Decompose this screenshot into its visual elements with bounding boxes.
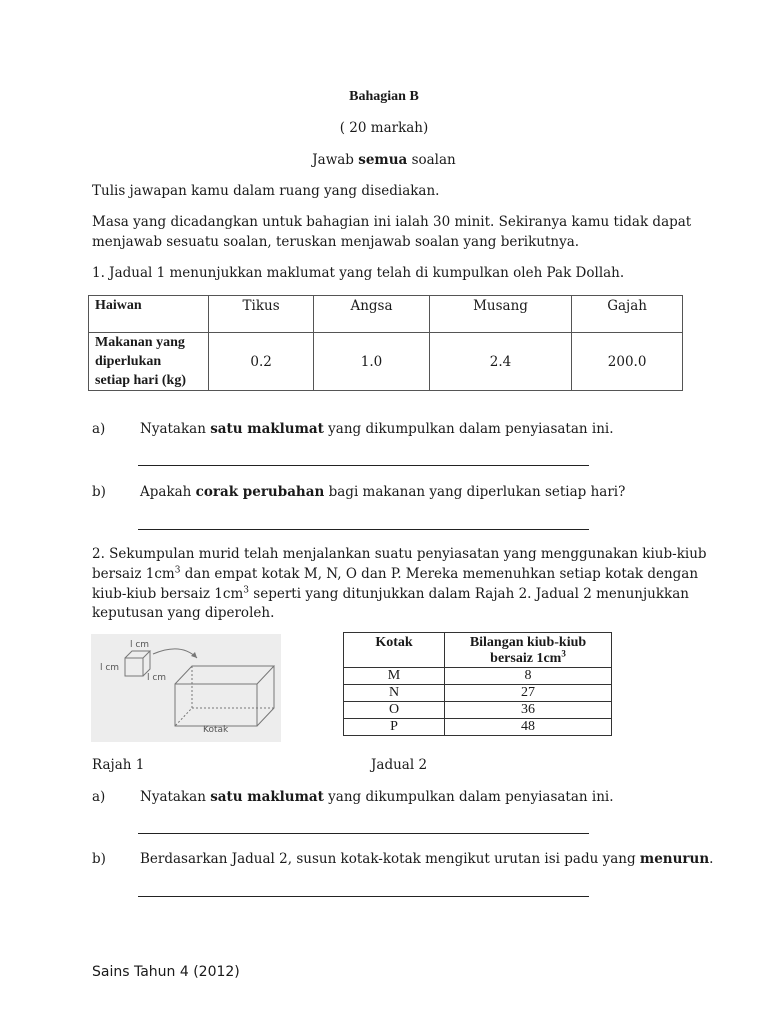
section-title: Bahagian B [349, 89, 419, 104]
instruction-line-2a: Masa yang dicadangkan untuk bahagian ini ialah 30 minit. Sekiranya kamu tidak dapat [92, 214, 692, 230]
table-header-bilangan [445, 633, 612, 668]
table-cell: O [344, 702, 445, 719]
q1-a-label: a) [92, 421, 106, 437]
q2-a-label: a) [92, 789, 106, 805]
table-cell: 1.0 [314, 333, 430, 391]
label-top: l cm [130, 640, 150, 650]
q1-intro: 1. Jadual 1 menunjukkan maklumat yang telah di kumpulkan oleh Pak Dollah. [92, 265, 625, 281]
label-box: Kotak [203, 725, 229, 735]
table-row [344, 668, 612, 685]
q1-b-label: b) [92, 484, 106, 500]
answer-line-q1a[interactable] [138, 465, 589, 466]
table-header-haiwan: Haiwan [89, 296, 209, 333]
header-line: Makanan yang [95, 335, 185, 350]
big-box [175, 666, 274, 726]
q2-line-4: keputusan yang diperoleh. [92, 605, 275, 621]
table-1 [88, 295, 683, 391]
header-line: diperlukan [95, 354, 162, 369]
q2-b-label: b) [92, 851, 106, 867]
table-header-makanan [89, 333, 209, 391]
marks-label: ( 20 markah) [339, 120, 429, 136]
label-left: l cm [100, 663, 120, 673]
figure-caption: Rajah 1 [92, 757, 145, 773]
table-cell: 0.2 [209, 333, 314, 391]
q2-b-text: Berdasarkan Jadual 2, susun kotak-kotak mengikut urutan isi padu yang menurun. [140, 851, 714, 867]
header-line: bersaiz $1cm^3$ [490, 648, 566, 666]
table-cell: 27 [445, 685, 612, 702]
table-header-kotak: Kotak [344, 633, 445, 668]
table-cell: P [344, 719, 445, 736]
table-row [89, 296, 683, 333]
table-cell: N [344, 685, 445, 702]
table-cell: 2.4 [429, 333, 571, 391]
q2-line-3: kiub-kiub bersaiz $1cm^3$ seperti yang ditunjukkan dalam Rajah 2. Jadual 2 menunjukkan [92, 585, 689, 602]
table-cell: M [344, 668, 445, 685]
answer-line-q2b[interactable] [138, 896, 589, 897]
q2-line-1: 2. Sekumpulan murid telah menjalankan suatu penyiasatan yang menggunakan kiub-kiub [92, 546, 707, 562]
instruction-line-2b: menjawab sesuatu soalan, teruskan menjawab soalan yang berikutnya. [92, 234, 580, 250]
table-2 [343, 632, 612, 736]
figure-cube-box [91, 634, 281, 742]
table-cell: Gajah [572, 296, 683, 333]
table-cell: 36 [445, 702, 612, 719]
instruction-line-1: Tulis jawapan kamu dalam ruang yang disediakan. [92, 183, 440, 199]
table-cell: 8 [445, 668, 612, 685]
footer-text: Sains Tahun 4 (2012) [92, 964, 240, 980]
table-cell: 200.0 [572, 333, 683, 391]
answer-line-q1b[interactable] [138, 529, 589, 530]
table-row [344, 719, 612, 736]
table-cell: Angsa [314, 296, 430, 333]
label-side: l cm [147, 673, 167, 683]
table-cell: Tikus [209, 296, 314, 333]
table-cell: Musang [429, 296, 571, 333]
q1-b-text: Apakah corak perubahan bagi makanan yang diperlukan setiap hari? [140, 484, 626, 500]
arrow-path [153, 649, 197, 658]
table-caption: Jadual 2 [371, 757, 428, 773]
cube-box-diagram [91, 634, 281, 742]
instruction-answer-all: Jawab semua soalan [312, 152, 456, 168]
table-row [89, 333, 683, 391]
q1-a-text: Nyatakan satu maklumat yang dikumpulkan dalam penyiasatan ini. [140, 421, 614, 437]
header-line: Bilangan kiub-kiub [469, 635, 587, 650]
arrow-head [191, 652, 197, 658]
q2-line-2: bersaiz $1cm^3$ dan empat kotak M, N, O dan P. Mereka memenuhkan setiap kotak dengan [92, 565, 699, 582]
q2-a-text: Nyatakan satu maklumat yang dikumpulkan dalam penyiasatan ini. [140, 789, 614, 805]
table-cell: 48 [445, 719, 612, 736]
table-row [344, 633, 612, 668]
table-row [344, 685, 612, 702]
answer-line-q2a[interactable] [138, 833, 589, 834]
header-line: setiap hari (kg) [95, 373, 186, 388]
table-row [344, 702, 612, 719]
